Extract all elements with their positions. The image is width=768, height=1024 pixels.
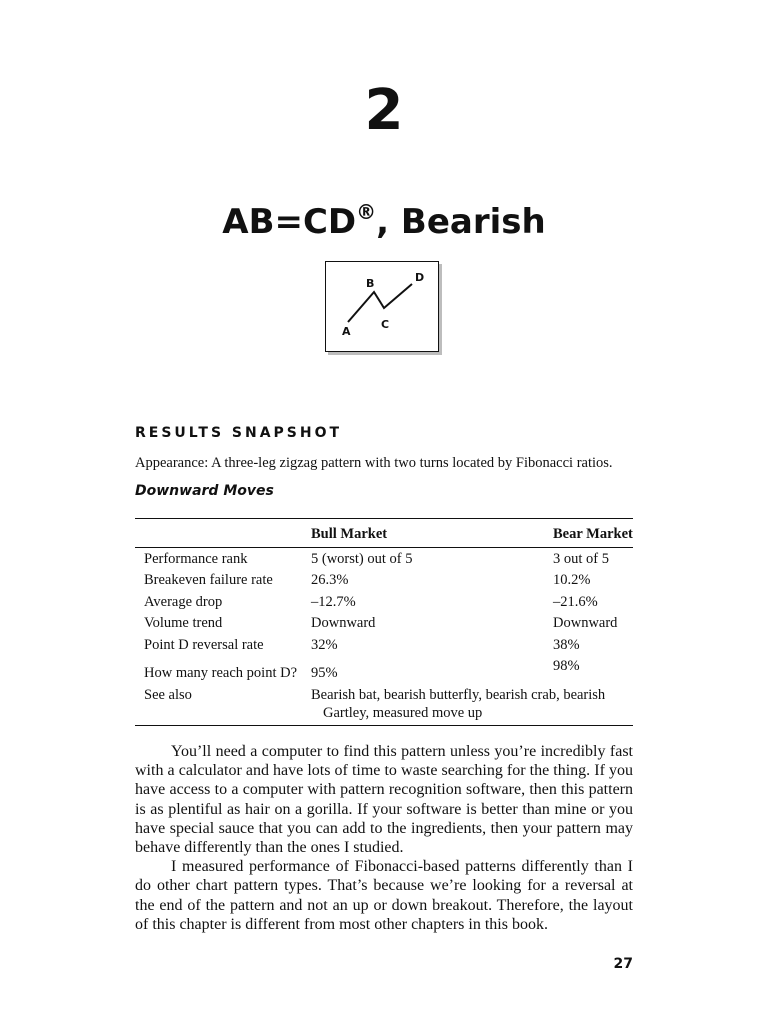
bear-performance-rank: 3 out of 5 — [553, 551, 609, 567]
bull-average-drop: –12.7% — [311, 594, 356, 610]
bull-reversal-rate: 32% — [311, 637, 338, 653]
see-also-line-1: Bearish bat, bearish butterfly, bearish crab, bearish — [311, 687, 606, 703]
header-bear-market: Bear Market — [553, 526, 633, 542]
chapter-number: 2 — [364, 78, 404, 143]
chapter-title — [0, 188, 768, 246]
point-c-label: C — [381, 318, 390, 331]
row-label-see-also: See also — [144, 687, 192, 703]
abcd-pattern-figure — [325, 261, 439, 352]
chapter-title-suffix: , Bearish — [376, 202, 546, 242]
body-paragraph: I measured performance of Fibonacci-based patterns differently than I do other chart pattern types. That’s because we’re looking for a reversal at the end of the pattern and not an up or down breakout. Therefore, the layout of this chapter is different from most other chapters in this book. — [135, 858, 633, 933]
table-header-rule — [135, 547, 633, 548]
bull-volume-trend: Downward — [311, 615, 376, 631]
row-label-volume-trend: Volume trend — [144, 615, 223, 631]
bear-average-drop: –21.6% — [553, 594, 598, 610]
point-b-label: B — [366, 277, 375, 290]
zigzag-pattern-diagram — [326, 262, 438, 351]
bull-breakeven-failure: 26.3% — [311, 572, 349, 588]
chapter-title-main: AB=CD — [222, 202, 357, 242]
see-also-line-2: Gartley, measured move up — [323, 705, 483, 721]
point-a-label: A — [342, 325, 351, 338]
table-top-rule — [135, 518, 633, 519]
bear-breakeven-failure: 10.2% — [553, 572, 591, 588]
bear-reach-point-d: 98% — [553, 658, 580, 674]
bull-reach-point-d: 95% — [311, 665, 338, 681]
results-snapshot-heading: RESULTS SNAPSHOT — [135, 425, 343, 441]
point-d-label: D — [415, 271, 425, 284]
row-label-reach-point-d: How many reach point D? — [144, 665, 298, 681]
row-label-performance-rank: Performance rank — [144, 551, 248, 567]
registered-mark: ® — [356, 200, 377, 224]
body-paragraph: You’ll need a computer to find this pattern unless you’re incredibly fast with a calculator and have lots of time to waste searching for the thing. If you have access to a computer with pattern recognition software, then this pattern is as plentiful as hair on a gorilla. If your software is better than mine or you have special sauce that you can add to the ingredients, then your pattern may behave differently than the ones I studied. — [135, 743, 633, 857]
header-bull-market: Bull Market — [311, 526, 388, 542]
bear-volume-trend: Downward — [553, 615, 618, 631]
zigzag-line — [348, 284, 412, 322]
table-bottom-rule — [135, 725, 633, 726]
bull-performance-rank: 5 (worst) out of 5 — [311, 551, 413, 567]
downward-moves-heading: Downward Moves — [135, 483, 274, 499]
row-label-reversal-rate: Point D reversal rate — [144, 637, 264, 653]
appearance-text: Appearance: A three-leg zigzag pattern with two turns located by Fibonacci ratios. — [135, 455, 613, 471]
row-label-average-drop: Average drop — [144, 594, 223, 610]
row-label-breakeven-failure: Breakeven failure rate — [144, 572, 273, 588]
bear-reversal-rate: 38% — [553, 637, 580, 653]
body-text — [135, 742, 633, 934]
page-number: 27 — [613, 956, 633, 972]
